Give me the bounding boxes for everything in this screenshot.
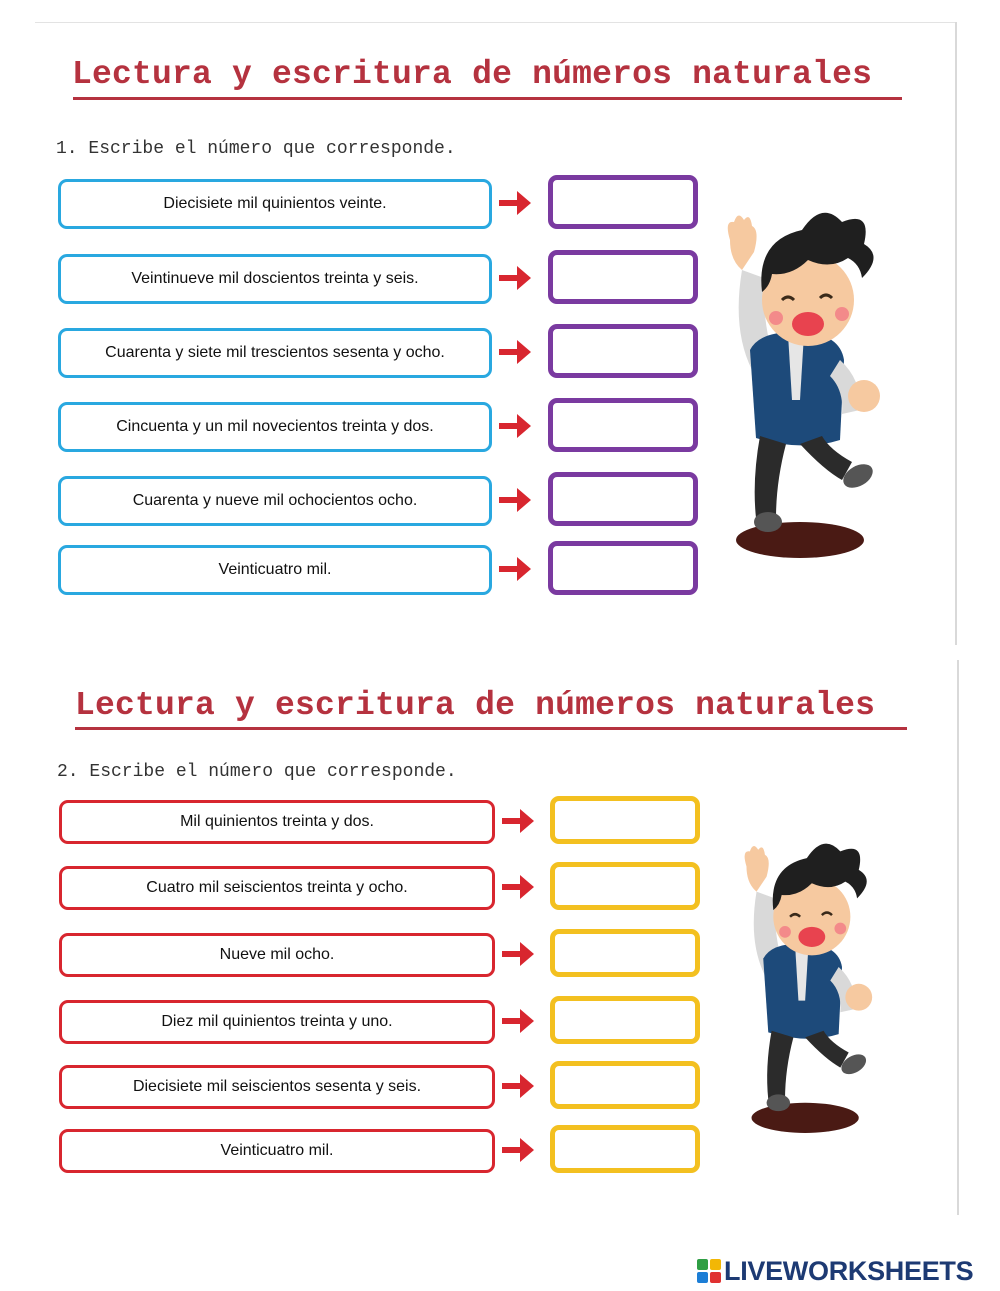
right-arrow-icon <box>500 806 536 836</box>
number-phrase: Diez mil quinientos treinta y uno. <box>59 1000 495 1044</box>
title-underline <box>73 97 902 100</box>
answer-input[interactable] <box>548 324 698 378</box>
exercise-row <box>0 1129 720 1181</box>
right-arrow-icon <box>497 263 533 293</box>
right-arrow-icon <box>497 554 533 584</box>
worksheet-2 <box>0 645 1000 1245</box>
answer-input[interactable] <box>548 398 698 452</box>
right-arrow-icon <box>500 872 536 902</box>
exercise-row <box>0 179 720 231</box>
exercise-row <box>0 545 720 597</box>
page-title: Lectura y escritura de números naturales <box>75 687 876 724</box>
exercise-row <box>0 933 720 985</box>
number-phrase: Nueve mil ocho. <box>59 933 495 977</box>
happy-boy-illustration <box>716 833 906 1143</box>
number-phrase: Diecisiete mil quinientos veinte. <box>58 179 492 229</box>
answer-input[interactable] <box>550 929 700 977</box>
right-arrow-icon <box>500 1071 536 1101</box>
exercise-row <box>0 866 720 918</box>
exercise-row <box>0 1000 720 1052</box>
liveworksheets-logo-icon <box>697 1259 721 1283</box>
answer-input[interactable] <box>550 862 700 910</box>
page-title: Lectura y escritura de números naturales <box>72 56 873 93</box>
answer-input[interactable] <box>550 1125 700 1173</box>
answer-input[interactable] <box>550 796 700 844</box>
right-arrow-icon <box>497 485 533 515</box>
answer-input[interactable] <box>548 250 698 304</box>
exercise-row <box>0 1065 720 1117</box>
number-phrase: Diecisiete mil seiscientos sesenta y seis. <box>59 1065 495 1109</box>
brand-name: LIVEWORKSHEETS <box>724 1255 974 1286</box>
right-arrow-icon <box>497 411 533 441</box>
number-phrase: Cincuenta y un mil novecientos treinta y dos. <box>58 402 492 452</box>
exercise-row <box>0 402 720 454</box>
right-arrow-icon <box>497 188 533 218</box>
right-arrow-icon <box>497 337 533 367</box>
number-phrase: Cuatro mil seiscientos treinta y ocho. <box>59 866 495 910</box>
liveworksheets-brand <box>697 1256 973 1286</box>
worksheet-1 <box>0 0 1000 645</box>
happy-boy-illustration <box>712 200 902 570</box>
exercise-row <box>0 254 720 306</box>
number-phrase: Cuarenta y nueve mil ochocientos ocho. <box>58 476 492 526</box>
exercise-row <box>0 800 720 852</box>
answer-input[interactable] <box>548 541 698 595</box>
title-underline <box>75 727 907 730</box>
exercise-row <box>0 328 720 380</box>
page-border-right <box>957 660 959 1215</box>
answer-input[interactable] <box>550 1061 700 1109</box>
exercise-row <box>0 476 720 528</box>
right-arrow-icon <box>500 1135 536 1165</box>
answer-input[interactable] <box>550 996 700 1044</box>
number-phrase: Veintinueve mil doscientos treinta y seis. <box>58 254 492 304</box>
number-phrase: Veinticuatro mil. <box>59 1129 495 1173</box>
answer-input[interactable] <box>548 472 698 526</box>
answer-input[interactable] <box>548 175 698 229</box>
page-border-right <box>955 22 957 645</box>
page-border-top <box>35 22 957 23</box>
number-phrase: Veinticuatro mil. <box>58 545 492 595</box>
number-phrase: Mil quinientos treinta y dos. <box>59 800 495 844</box>
instruction-text: 1. Escribe el número que corresponde. <box>56 139 456 159</box>
number-phrase: Cuarenta y siete mil trescientos sesenta y ocho. <box>58 328 492 378</box>
right-arrow-icon <box>500 939 536 969</box>
instruction-text: 2. Escribe el número que corresponde. <box>57 762 457 782</box>
right-arrow-icon <box>500 1006 536 1036</box>
